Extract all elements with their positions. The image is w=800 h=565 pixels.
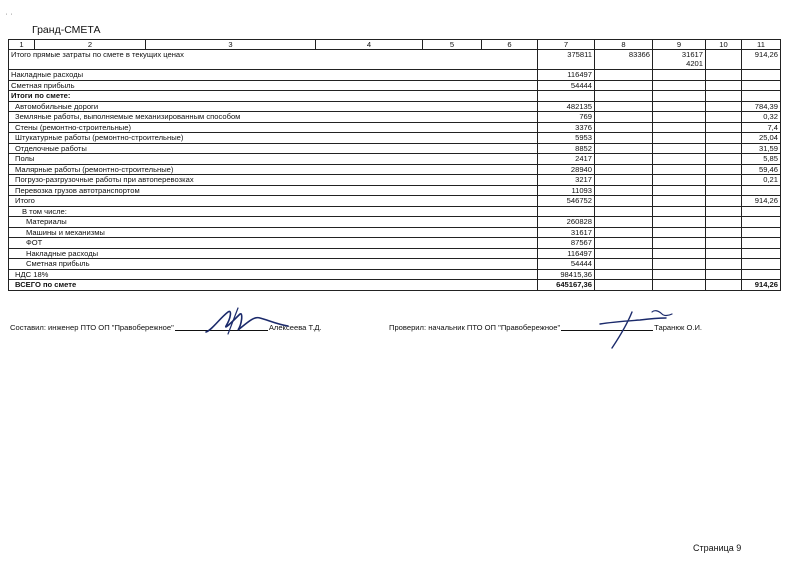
page-number: Страница 9 [693,543,742,553]
empty-cell [706,185,742,196]
cost-total-cell: 116497 [538,70,595,81]
empty-cell [706,227,742,238]
cost-total-cell: 11093 [538,185,595,196]
labor-cell: 7,4 [742,122,781,133]
table-row [9,185,781,196]
row-name-cell: Итого [9,196,538,207]
labor-cell: 784,39 [742,101,781,112]
labor-cell: 5,85 [742,154,781,165]
cost-total-cell: 28940 [538,164,595,175]
cost-total-cell: 31617 [538,227,595,238]
empty-cell [706,280,742,291]
machines-cell [653,206,706,217]
checker-label: Проверил: начальник ПТО ОП "Правобережное" [389,323,561,332]
column-header: 6 [482,40,538,50]
wages-cell [595,259,653,270]
wages-cell [595,196,653,207]
table-row [9,280,781,291]
compiler-name: Алексеева Т.Д. [268,323,322,332]
empty-cell [706,164,742,175]
empty-cell [706,259,742,270]
table-row [9,164,781,175]
machines-cell [653,217,706,228]
row-name-cell: Накладные расходы [9,248,538,259]
wages-cell [595,70,653,81]
row-name-cell: Машины и механизмы [9,227,538,238]
cost-total-cell: 3217 [538,175,595,186]
wages-cell [595,280,653,291]
empty-cell [706,101,742,112]
row-name-cell: Материалы [9,217,538,228]
labor-cell: 0,32 [742,112,781,123]
cost-total-cell: 482135 [538,101,595,112]
empty-cell [706,206,742,217]
cost-total-cell: 54444 [538,80,595,91]
row-name-cell: Автомобильные дороги [9,101,538,112]
machines-cell [653,227,706,238]
wages-cell: 83366 [595,50,653,70]
row-name-cell: Накладные расходы [9,70,538,81]
table-row [9,206,781,217]
table-row [9,259,781,270]
labor-cell [742,70,781,81]
table-row [9,248,781,259]
machines-cell [653,269,706,280]
empty-cell [706,143,742,154]
wages-cell [595,80,653,91]
column-header: 11 [742,40,781,50]
empty-cell [706,91,742,102]
labor-cell: 0,21 [742,175,781,186]
table-header-row [9,40,781,50]
machines-cell [653,175,706,186]
column-header: 1 [9,40,35,50]
machines-cell [653,248,706,259]
machines-cell [653,133,706,144]
column-header: 8 [595,40,653,50]
cost-total-cell [538,206,595,217]
machines-cell [653,143,706,154]
wages-cell [595,112,653,123]
cost-total-cell [538,91,595,102]
labor-cell [742,259,781,270]
labor-cell [742,91,781,102]
wages-cell [595,217,653,228]
machines-cell [653,112,706,123]
cost-total-cell: 645167,36 [538,280,595,291]
cost-total-cell: 375811 [538,50,595,70]
labor-cell: 59,46 [742,164,781,175]
labor-cell [742,269,781,280]
machines-cell [653,101,706,112]
empty-cell [706,122,742,133]
compiler-handwritten-signature [198,304,298,340]
table-row [9,133,781,144]
wages-cell [595,143,653,154]
wages-cell [595,164,653,175]
column-header: 4 [316,40,423,50]
row-name-cell: Малярные работы (ремонтно-строительные) [9,164,538,175]
machines-cell [653,259,706,270]
table-row [9,196,781,207]
row-name-cell: ВСЕГО по смете [9,280,538,291]
table-row [9,112,781,123]
machines-cell [653,91,706,102]
machines-cell [653,280,706,291]
cost-total-cell: 5953 [538,133,595,144]
labor-cell [742,185,781,196]
empty-cell [706,248,742,259]
table-row [9,70,781,81]
column-header: 10 [706,40,742,50]
cost-total-cell: 2417 [538,154,595,165]
row-name-cell: Стены (ремонтно-строительные) [9,122,538,133]
labor-cell: 31,59 [742,143,781,154]
column-header: 5 [423,40,482,50]
table-row [9,238,781,249]
labor-cell [742,227,781,238]
table-row [9,91,781,102]
column-header: 9 [653,40,706,50]
empty-cell [706,154,742,165]
empty-cell [706,80,742,91]
machines-value: 31617 [681,50,703,59]
labor-cell [742,80,781,91]
machines-cell [653,122,706,133]
table-row [9,269,781,280]
cost-total-cell: 54444 [538,259,595,270]
row-name-cell: Полы [9,154,538,165]
cost-total-cell: 8852 [538,143,595,154]
row-name-cell: Штукатурные работы (ремонтно-строительные) [9,133,538,144]
row-name-cell: Перевозка грузов автотранспортом [9,185,538,196]
table-row [9,154,781,165]
labor-cell: 25,04 [742,133,781,144]
empty-cell [706,217,742,228]
table-row [9,80,781,91]
row-name-cell: Итоги по смете: [9,91,538,102]
table-row [9,143,781,154]
machines-cell [653,185,706,196]
machines-cell [653,154,706,165]
row-name-cell: Сметная прибыль [9,259,538,270]
machines-cell [653,70,706,81]
labor-cell [742,248,781,259]
machines-cell [653,80,706,91]
compiler-label: Составил: инженер ПТО ОП "Правобережное" [10,323,174,332]
row-name-cell: Итого прямые затраты по смете в текущих ценах [9,50,538,70]
cost-total-cell: 260828 [538,217,595,228]
row-name-cell: Отделочные работы [9,143,538,154]
checker-handwritten-signature [596,306,676,352]
labor-cell [742,238,781,249]
wages-cell [595,206,653,217]
column-header: 7 [538,40,595,50]
wages-cell [595,185,653,196]
row-name-cell: ФОТ [9,238,538,249]
labor-cell: 914,26 [742,50,781,70]
cost-total-cell: 546752 [538,196,595,207]
empty-cell [706,196,742,207]
scan-speck: ' ' [6,14,13,20]
cost-total-cell: 116497 [538,248,595,259]
table-row [9,217,781,228]
table-row [9,50,781,70]
document-title: Гранд-СМЕТА [32,24,101,36]
table-row [9,227,781,238]
row-name-cell: Сметная прибыль [9,80,538,91]
wages-cell [595,91,653,102]
wages-cell [595,269,653,280]
table-row [9,122,781,133]
wages-cell [595,175,653,186]
empty-cell [706,70,742,81]
wages-cell [595,133,653,144]
empty-cell [706,112,742,123]
empty-cell [706,238,742,249]
cost-total-cell: 769 [538,112,595,123]
labor-cell [742,206,781,217]
empty-cell [706,269,742,280]
machines-wages-value: 4201 [686,59,703,68]
row-name-cell: НДС 18% [9,269,538,280]
column-header: 3 [146,40,316,50]
table-row [9,175,781,186]
labor-cell [742,217,781,228]
cost-total-cell: 98415,36 [538,269,595,280]
empty-cell [706,175,742,186]
row-name-cell: Погрузо-разгрузочные работы при автоперевозках [9,175,538,186]
machines-cell [653,238,706,249]
wages-cell [595,238,653,249]
empty-cell [706,50,742,70]
wages-cell [595,122,653,133]
checker-name: Таранюк О.И. [654,323,703,332]
labor-cell: 914,26 [742,196,781,207]
wages-cell [595,227,653,238]
machines-cell [653,50,706,70]
estimate-table [8,39,781,291]
machines-cell [653,164,706,175]
row-name-cell: В том числе: [9,206,538,217]
wages-cell [595,248,653,259]
cost-total-cell: 3376 [538,122,595,133]
row-name-cell: Земляные работы, выполняемые механизированным способом [9,112,538,123]
labor-cell: 914,26 [742,280,781,291]
cost-total-cell: 87567 [538,238,595,249]
wages-cell [595,101,653,112]
empty-cell [706,133,742,144]
machines-cell [653,196,706,207]
wages-cell [595,154,653,165]
column-header: 2 [35,40,146,50]
table-row [9,101,781,112]
